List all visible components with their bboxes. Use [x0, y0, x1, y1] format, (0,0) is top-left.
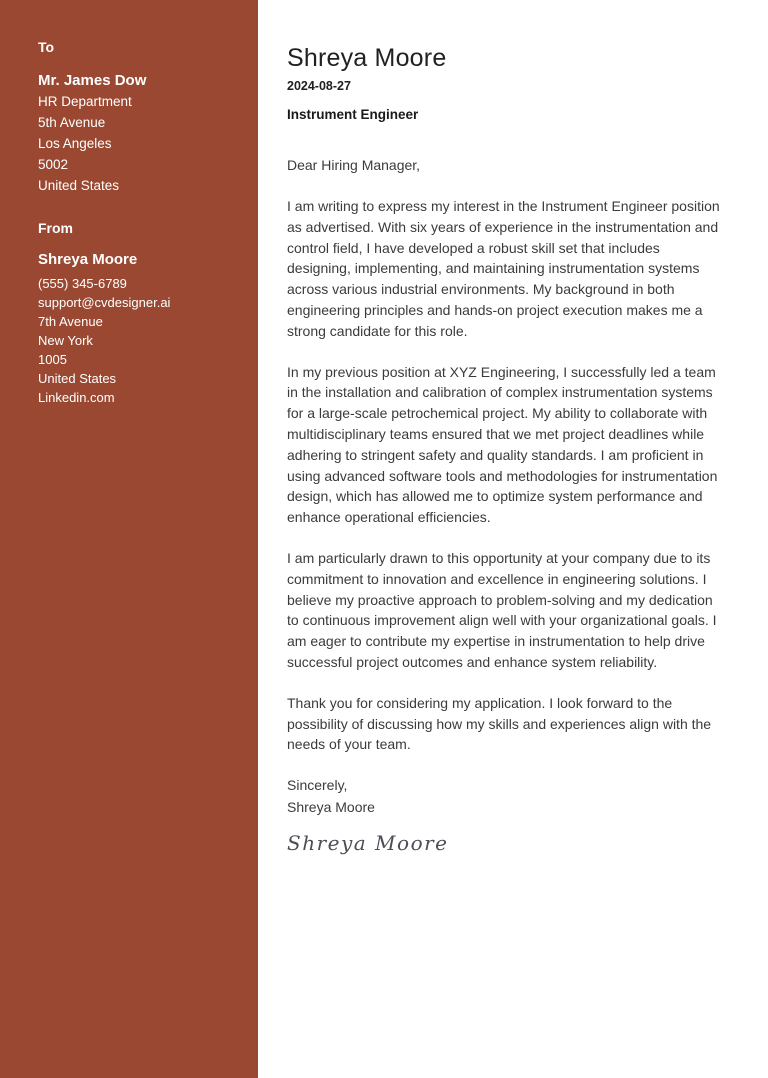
- page-title: Shreya Moore: [287, 44, 447, 72]
- job-title: Instrument Engineer: [287, 107, 419, 122]
- letter-paragraph: In my previous position at XYZ Engineering, I successfully led a team in the installation and calibration of complex instrumentation systems for a large-scale petrochemical project. My ability to collaborate with multidisciplinary teams ensured that we met project deadlines while adhering to stringent safety and quality standards. I am proficient in using advanced software tools and methodologies for instrumentation design, which has allowed me to optimize system performance and enhance operational efficiencies.: [287, 363, 718, 526]
- recipient-country: United States: [38, 178, 120, 193]
- sender-city: New York: [38, 333, 93, 348]
- sender-phone: (555) 345-6789: [38, 276, 127, 291]
- sender-linkedin: Linkedin.com: [38, 390, 115, 405]
- closing-block: [287, 775, 726, 818]
- from-heading: From: [38, 220, 73, 236]
- sender-email: support@cvdesigner.ai: [38, 295, 171, 310]
- letter-paragraph: Thank you for considering my application. I look forward to the possibility of discussing how my skills and experiences align with the needs of your team.: [287, 694, 712, 753]
- contact-sidebar: [0, 0, 258, 1078]
- letter-body: [258, 0, 768, 1078]
- recipient-city: Los Angeles: [38, 136, 112, 151]
- sender-country: United States: [38, 371, 117, 386]
- closing-name: Shreya Moore: [287, 798, 375, 815]
- handwritten-signature: Shreya Moore: [287, 831, 449, 856]
- recipient-street: 5th Avenue: [38, 115, 106, 130]
- letter-date: 2024-08-27: [287, 79, 351, 93]
- salutation: Dear Hiring Manager,: [287, 157, 421, 173]
- recipient-name: Mr. James Dow: [38, 72, 147, 89]
- recipient-zip: 5002: [38, 157, 69, 172]
- recipient-block: [38, 70, 240, 196]
- closing-word: Sincerely,: [287, 777, 348, 794]
- letter-paragraph: I am particularly drawn to this opportunity at your company due to its commitment to innovation and excellence in engineering solutions. I believe my proactive approach to problem-solving and my dedication to continuous improvement align well with your organizational goals. I am eager to contribute my expertise in instrumentation to help drive successful project outcomes and enhance system reliability.: [287, 549, 717, 670]
- to-heading: To: [38, 39, 55, 55]
- sender-block: [38, 250, 240, 407]
- recipient-department: HR Department: [38, 94, 132, 109]
- sender-name: Shreya Moore: [38, 251, 138, 268]
- letter-paragraph: I am writing to express my interest in the Instrument Engineer position as advertised. With six years of experience in the instrumentation and control field, I have developed a robust skill set that includes designing, implementing, and maintaining instrumentation systems across various industrial environments. My background in both engineering principles and hands-on project execution makes me a strong candidate for this role.: [287, 198, 720, 339]
- sender-zip: 1005: [38, 352, 67, 367]
- sender-street: 7th Avenue: [38, 314, 103, 329]
